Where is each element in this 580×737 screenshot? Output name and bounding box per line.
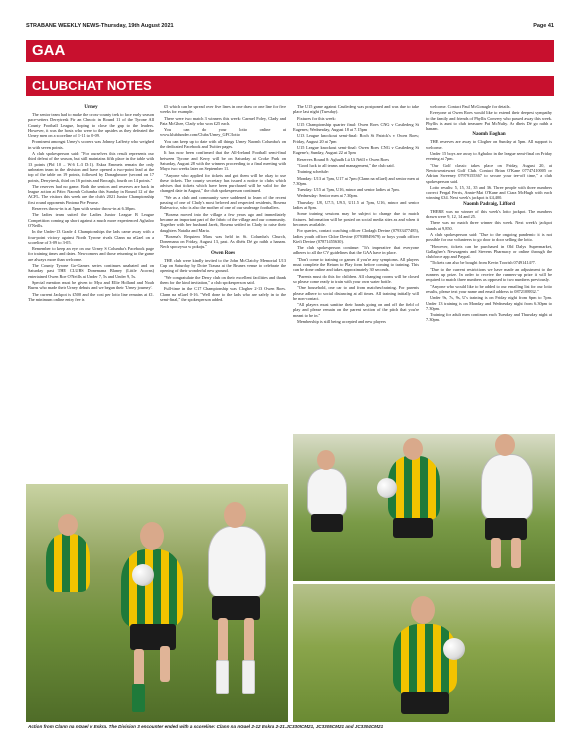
page-header	[26, 20, 554, 32]
article-paragraph: "We congratulate the Derry club on their excellent facilities and thank them for the kind invitation," a club spokesperson said.	[160, 274, 286, 285]
club-heading: Naomh Eoghan	[472, 132, 506, 138]
article-paragraph: There was no match three winner this week. Next week's jackpot stands at 9,850.	[426, 220, 552, 231]
article-paragraph: Under 9s, 7s, 9s, U's training is on Friday night from 6pm to 7pm. Under 13 training is on Monday and Wednesday night from 6.30pm to 7.30pm.	[426, 295, 552, 311]
player-green-ball-carrier	[121, 549, 183, 627]
article-paragraph: The club spokesperson continue: "It's imperative that everyone adheres to all the CV guidelines that the GAA have in place.	[293, 245, 419, 256]
leg	[491, 538, 501, 568]
article-paragraph: Prominent amongst Urney's scorers was Johnny Lafferty who weighed in with seven points.	[28, 139, 154, 150]
article-paragraph: £5 which can be spread over five lines in one draw or one line for five weeks for example.	[160, 104, 286, 115]
article-paragraph: Full-time in the C17 Championship was Clogher 2-13 Owen Roes. Clann na nGael 0-16. "Well done to the lads who are safely in to the semi-final," the spokesperson added.	[160, 286, 286, 302]
player-green-runner	[393, 624, 457, 694]
article-paragraph: Under 15 boys are away to Aghaloo in the league semi-final on Friday evening at 7pm.	[426, 151, 552, 162]
article-paragraph: Training schedule:	[297, 169, 329, 175]
club-heading: Naomh Padraig, Lifford	[463, 201, 515, 207]
shorts	[311, 514, 343, 532]
article-paragraph: Fixtures for this week:	[297, 115, 336, 121]
article-paragraph: Reserves throw-in is at 5pm with senior throw-in at 6.30pm.	[32, 206, 136, 212]
clubchat-banner: CLUBCHAT NOTES	[26, 76, 554, 96]
club-heading: Urney	[84, 105, 98, 110]
article-paragraph: "Tickets can also be bought from Kevin Toorish 07491414?7.	[430, 260, 536, 266]
article-paragraph: The U15 game against Castlederg was postponed and was due to take place last night (Tuesday).	[293, 104, 419, 115]
article-paragraph: You can do your lotto online at www.klubfunder.com/Clubs/Urney_GFC/lotto	[160, 127, 286, 138]
article-paragraph: "One household, one car to and from matches/training. For parents please adhere to social distancing at all times. All training initially will be non-contact.	[293, 285, 419, 301]
article-paragraph: A club spokesperson said: "Due to the ongoing pandemic it is not possible for our volunteers to go door to door selling the lotto.	[426, 231, 552, 243]
match-photo-top-right	[293, 434, 555, 581]
article-paragraph: Lotto results: 5, 15, 31, 35 and 36. Three people with three numbers correct Fergal Ferris, Annie-Mai O'Kane and Ciara McHugh with each winning £34. Next week's jackpot is £4,400.	[426, 184, 552, 201]
page-number: Page 41	[533, 23, 554, 29]
leg	[134, 649, 144, 689]
leg	[160, 646, 170, 682]
article-paragraph: "All players must sanitise their hands going on and off the field of play and please remain on the parent section of the pitch that you're meant to be in."	[293, 302, 419, 318]
publication-line: STRABANE WEEKLY NEWS-Thursday, 19th August 2021	[26, 23, 174, 29]
match-photo-left	[26, 484, 288, 722]
article-paragraph: "Due to the current restrictions we have made an adjustment to the runners up prize. In order to receive the runners-up prize it will be required to match three numbers as opposed to two numbers previously.	[426, 266, 552, 283]
article-column-2	[160, 104, 286, 303]
article-paragraph: "Parents must do this for children. All changing rooms will be closed so please come ready to train with your own water bottle.	[293, 273, 419, 284]
player-head	[224, 502, 246, 528]
article-paragraph: You can keep up to date with all things Urney Naomh Columba's on the dedicated Facebook and Twitter pages.	[160, 138, 286, 150]
shorts	[393, 518, 433, 538]
article-paragraph: THERE was no winner of this week's lotto jackpot. The numbers drawn were 9, 12, 14 and 25.	[426, 208, 552, 220]
article-paragraph: "We as a club and community were saddened to learn of the recent passing of one of Clady's most beloved and respected residents, Bosena Ruleswicz, who is also the mother of one of our underage footballers.	[160, 194, 286, 211]
article-paragraph: Reserves Round 8: Aghadh Lú Uí Néill v Owen Roes	[297, 156, 390, 162]
article-paragraph: "Bosena moved into the village a few years ago and immediately became an important part of the fabric of the village and our community. Together with her husband Jarek, Bosena settled in Clady to raise their daughters Natalia and Maria.	[160, 211, 286, 233]
shorts	[212, 596, 260, 620]
player-white-right	[481, 454, 533, 520]
article-paragraph: "However, tickets can be purchased in Old Dalys Supermarket, Gallagher's Newsagents and Stevens Pharmacy or online through the clubforce app and Paypal.	[426, 243, 552, 260]
article-paragraph: "Don't come to training or games if you're any symptoms. All players must complete the Return to Play form before coming to training. This can be done online and takes approximately 30 seconds.	[293, 256, 419, 273]
article-paragraph: THE reserves are away to Clogher on Sunday at 5pm. All support is welcome.	[426, 139, 552, 150]
leg	[218, 618, 228, 662]
article-paragraph: A club spokesperson said: "For ourselves this result represents our third defeat of the season, but still maintains fifth place in the table with 13 points (Pld 10 – W:6 L:3 D:1). Eskra Emmets remain the only unbeaten team in the division and have opened a two-point lead at the top of the table on 19 points, followed by Donaghmore (second on 17 points, Derrytresk, third on 16 points and Brocagh, fourth on 14 points."	[28, 151, 154, 183]
article-paragraph: Everyone at Owen Roes would like to extend their deepest sympathy to the family and friends of Phyllis Convery who passed away this week. Phyllis is aunt to club treasurer Pat McNulty. Ar dheis Dé go raibh a hanam.	[426, 110, 552, 132]
article-paragraph: The ladies team suited the Ladies Junior League B League Competition coming up short against a much more experienced Aghaloo O'Neills.	[28, 212, 154, 228]
article-paragraph: Membership is still being accepted and new players	[297, 318, 386, 324]
article-paragraph: There were two match 3 winners this week: Carmel Foley, Clady and Pata McGhee, Clady who won £25 each.	[160, 115, 286, 126]
article-paragraph: For queries, contact coaching officer Clodagh Devine (07933477485), ladies youth officer Chloe Devine (07938849679) or boys youth officer Kiefi Devine (07871455630).	[293, 228, 419, 244]
article-paragraph: Remember to keep an eye on our Urney S Columba's Facebook page for training times and dates. Newcomers and those returning to the game are always more than welcome.	[28, 246, 154, 262]
article-paragraph: U15 Championship quarter final: Owen Roes CNG v Castlederg St Eugenes; Wednesday, August 18 at 7.15pm	[293, 121, 419, 133]
sock	[216, 660, 229, 694]
player-head	[411, 596, 435, 624]
leg	[511, 538, 521, 568]
shorts	[401, 692, 449, 714]
player-head	[495, 434, 515, 456]
article-paragraph: The County Tyrone Go-Games series continues unabated and on Saturday past THE CLUBS Donemana Blaney (Little Acorns) entertained Owen Roe O'Neills at Under 7, 5s and Under 9, 5s.	[28, 263, 154, 279]
article-paragraph: Thursday: U8, U7.5, U9.5, U11.5 at 7pm, U16, minor and senior ladies at 8pm.	[293, 199, 419, 211]
article-paragraph: Tuesday: U15 at 7pm, U16, minor and senior ladies at 7pm.	[297, 187, 400, 193]
article-column-3	[293, 104, 419, 325]
football	[377, 478, 397, 498]
shorts	[485, 518, 527, 540]
player-head	[403, 438, 423, 460]
sock	[242, 660, 255, 694]
article-paragraph: "Anyone who would like to be added to our emailing list for our lotto results, please text your name and email address to 0872108832."	[426, 283, 552, 294]
player-head	[140, 522, 164, 550]
article-paragraph: Monday: U13 at 7pm, U17 at 7pm (Clann na nGael) and senior men at 7.30pm.	[293, 175, 419, 186]
sock	[132, 684, 145, 712]
article-paragraph: The reserves had no game. Both the seniors and reserves are back in league action at Páirc Naomh Columba this Sunday in Round 12 of the ACFL. The visitors this week are the club's 2021 Junior Championship first round opponents Fintona Pte Pearse.	[28, 183, 154, 205]
player-green-back	[46, 534, 90, 592]
article-column-1	[28, 104, 154, 303]
club-heading: Owen Roes	[210, 250, 236, 256]
article-paragraph: THE club were kindly invited to the John McClatchy Memorial U13 Cup on Saturday by Doire Trasna at the Brunes venue to celebrate the opening of their wonderful new ground.	[160, 257, 286, 274]
player-head	[58, 514, 78, 536]
article-paragraph: welcome. Contact Paul McGonagle for details.	[430, 104, 511, 109]
football	[443, 638, 465, 660]
article-paragraph: Special mention must be given to Mya and Ellie Holland and Noah Burns who made their Urney debuts and we began their 'Urney journey'.	[28, 279, 154, 291]
match-photo-bottom-right	[293, 584, 555, 722]
article-paragraph: Training for adult men continues each Tuesday and Thursday night at 7.30pm.	[426, 312, 552, 323]
article-paragraph: U13 League knockout semi-final: Roch St Patrick's v Owen Roes; Friday, August 20 at 7pm	[293, 133, 419, 144]
player-head	[317, 450, 335, 470]
article-paragraph: In the Under-13 Grade 4 Championships the lads came away with a four-point victory against North Tyrone rivals Clann na nGael on a scoreline of 3-09 to 3-05.	[28, 229, 154, 245]
article-paragraph: The senior team had to make the cross-county trek to face early season pace-setters Derrytresk Fir an Chnoic in Round 11 of the Tyrone All County Football League, hoping to close the gap to the leaders. However, it was the hosts who were to the upsides as they defeated the Urney men on a scoreline of 1-11 to 0-09.	[28, 112, 154, 139]
leg	[244, 618, 254, 662]
article-column-4	[426, 104, 552, 324]
article-paragraph: "Our Golf classic takes place on Friday, August 20, at Newtownstewart Golf Club. Contact Brian O'Kane 07747410005 or Adrian Sweeney 07979155367 to secure your tee-off time," a club spokesperson said.	[426, 162, 552, 184]
section-banner: GAA	[26, 40, 554, 62]
football	[132, 564, 154, 586]
article-paragraph: It has now been confirmed that the All-Ireland Football semi-final between Tyrone and Kerry will be on Saturday at Croke Park on Saturday, August 28 with the winners proceeding to a final meeting with Mayo two weeks later on September 11.	[160, 150, 286, 172]
article-paragraph: The current Jackpot is £500 and the cost per lotto line remains at £1. The minimum online entry fee is	[28, 291, 154, 302]
article-paragraph: "Good luck to all teams and management," the club said.	[297, 162, 395, 168]
player-white-defender	[208, 526, 266, 598]
article-paragraph: "Bosena's Requiem Mass was held in St. Columba's Church, Donemana on Friday, August 13, past. As dhéis Dé go raibh a hanam. Nech spoczywa w pokoju."	[160, 233, 286, 250]
article-paragraph: Wednesday: Senior men at 7.30pm.	[297, 193, 358, 199]
player-white-left	[307, 468, 347, 516]
article-paragraph: Some training sessions may be subject to change due to match fixtures. Information will be posted on social media sites as and when it becomes available.	[293, 211, 419, 227]
article-paragraph: U15 League knockout semi-final: Owen Roes CNG v Castlederg St Eugene's; Sunday, August 22 at 5pm	[293, 145, 419, 156]
article-paragraph: "Anyone who applied for tickets and got them will be okay to use these tickets. The county secretary has issued a notice to clubs which advises that tickets which have been purchased will be valid for the changed date in August," the club spokesperson continued.	[160, 172, 286, 194]
photo-caption: Action from Clann na nGael v Eskra. The Division 3 encounter ended with a scoreline: Clann na nGael 2-12 Eskra 2-21.JC330ICM21, JC3305CM21 and JC3304CM21	[28, 724, 384, 729]
